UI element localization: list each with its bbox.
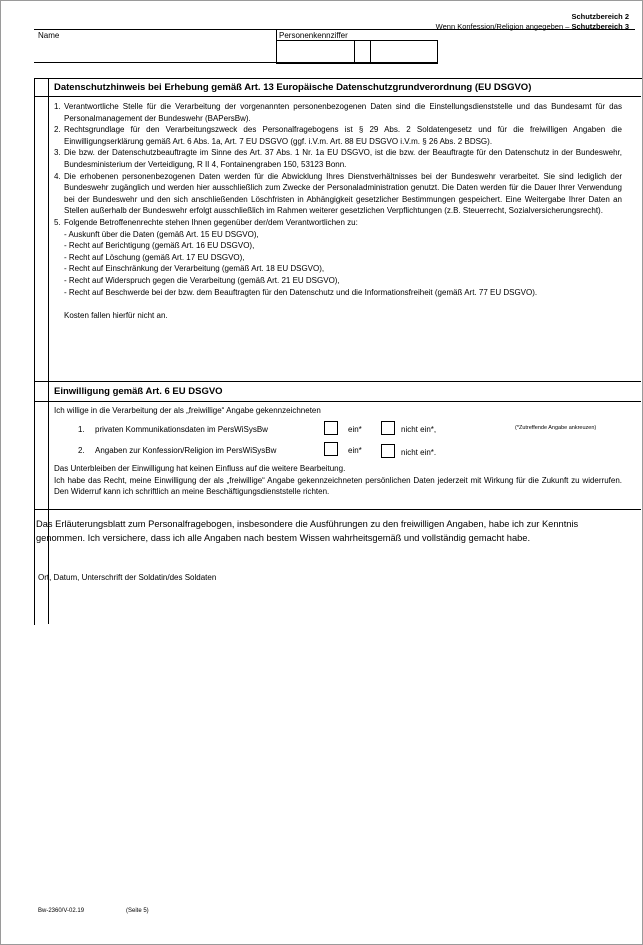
privacy-item: 3. Die bzw. der Datenschutzbeauftragte im Sinne des Art. 37 Abs. 1 Nr. 1a EU DSGVO, ist die bzw. der Beauftragte für den Datenschutz in der Bundeswehr, Bundesministerium der Verteidigung, R II 4, Fontainengraben 150, 53123 Bonn. [54, 148, 622, 169]
consent-1-yes-checkbox[interactable] [324, 421, 338, 435]
consent-intro: Ich willige in die Verarbeitung der als „freiwillige“ Angabe gekennzeichneten [54, 406, 321, 415]
pk-divider [354, 41, 355, 63]
consent-1-yes-label: ein* [348, 425, 362, 434]
pk-divider [370, 41, 371, 63]
consent-1-no-label: nicht ein*, [401, 425, 437, 434]
consent-item-1-label: privaten Kommunikationsdaten im PersWiSysBw [95, 425, 268, 434]
consent-title: Einwilligung gemäß Art. 6 EU DSGVO [54, 386, 223, 397]
privacy-item: 4. Die erhobenen personenbezogenen Daten werden für die Abwicklung Ihres Dienstverhältnisses bei der Bundeswehr verarbeitet. Sie sind lediglich der Bundeswehr zugänglich und werden hier ausschließlich zum Zwecke der Personaladministration genutzt. Die Daten werden für die Dauer Ihrer Verwendung bei der Bundeswehr und den sich anschließenden Löschfristen in Abhängigkeit gesetzlicher Bestimmungen gespeichert. Eine Weitergabe Ihrer Daten an Stellen außerhalb der Bundeswehr erfolgt ausschließlich im Rahmen weiterer gesetzlichen Verpflichtungen (z.B. Steuerrecht, Sozialversicherungsrecht). [54, 171, 622, 216]
form-id: Bw-2360/V-02.19 [38, 908, 85, 914]
consent-notes [54, 463, 622, 498]
consent-1-no-checkbox[interactable] [381, 421, 395, 435]
declaration-text: Das Erläuterungsblatt zum Personalfragebogen, insbesondere die Ausführungen zu den freiwilligen Angaben, habe ich zur Kenntnis genommen. Ich versichere, dass ich alle Angaben nach bestem Wissen wahrheitsgemäß und vollständig gemacht habe. [36, 519, 579, 543]
consent-2-yes-label: ein* [348, 446, 362, 455]
privacy-item: 5. Folgende Betroffenenrechte stehen Ihnen gegenüber der/dem Verantwortlichen zu: [54, 217, 358, 227]
name-label: Name [38, 31, 60, 40]
consent-2-no-label: nicht ein*. [401, 448, 437, 457]
header-rule [34, 29, 635, 30]
privacy-notice-list [54, 101, 622, 322]
consent-note-no-effect: Das Unterbleiben der Einwilligung hat keinen Einfluss auf die weitere Bearbeitung. [54, 464, 346, 473]
protection-level-3-condition: Wenn Konfession/Religion angegeben – [435, 22, 572, 31]
costs-note: Kosten fallen hierfür nicht an. [64, 311, 168, 321]
privacy-item: 2. Rechtsgrundlage für den Verarbeitungszweck des Personalfragebogens ist § 29 Abs. 2 Soldatengesetz und für die freiwilligen Angaben die Einwilligungserklärung gemäß Art. 6 Abs. 1a, Art. 7 EU DSGVO (ggf. i.V.m. Art. 88 EU DSGVO i.V.m. § 26 Abs. 2 BDSG). [54, 125, 622, 146]
privacy-title-rule [34, 96, 641, 97]
protection-level-3-note [436, 22, 629, 32]
declaration-rule [34, 509, 641, 510]
privacy-item: 1. Verantwortliche Stelle für die Verarbeitung der vorgenannten personenbezogenen Daten sind die Einstellungsdienststelle und das Bundesamt für das Personalmanagement der Bundeswehr (BAPersBw). [54, 102, 622, 123]
right-item: - Recht auf Löschung (gemäß Art. 17 EU DSGVO), [64, 252, 245, 262]
consent-item-1-num: 1. [78, 425, 85, 434]
personenkennziffer-field[interactable] [276, 40, 438, 64]
right-item: - Recht auf Widerspruch gegen die Verarbeitung (gemäß Art. 21 EU DSGVO), [64, 275, 340, 285]
consent-title-rule [34, 401, 641, 402]
right-item: - Recht auf Beschwerde bei der bzw. dem Beauftragten für den Datenschutz und die Informationsfreiheit (gemäß Art. 77 EU DSGVO). [64, 287, 538, 297]
checkbox-hint: (*Zutreffende Angabe ankreuzen) [515, 425, 597, 431]
right-item: - Recht auf Berichtigung (gemäß Art. 16 EU DSGVO), [64, 241, 255, 251]
protection-level-2: Schutzbereich 2 [571, 12, 629, 21]
protection-level-3: Schutzbereich 3 [571, 22, 629, 31]
consent-section-rule [34, 381, 641, 382]
consent-note-revocation: Ich habe das Recht, meine Einwilligung der als „freiwillige“ Angabe gekennzeichneten persönlichen Daten jederzeit mit Wirkung für die Zukunft zu widerrufen. Den Widerruf kann ich schriftlich an meine Beschäftigungsdienststelle richten. [54, 475, 622, 497]
privacy-notice-title: Datenschutzhinweis bei Erhebung gemäß Art. 13 Europäische Datenschutzgrundverordnung (EU DSGVO) [54, 82, 532, 93]
page-number: (Seite 5) [126, 908, 149, 914]
signature-label: Ort, Datum, Unterschrift der Soldatin/des Soldaten [38, 573, 217, 582]
consent-2-yes-checkbox[interactable] [324, 442, 338, 456]
personenkennziffer-label: Personenkennziffer [279, 31, 348, 40]
right-item: - Auskunft über die Daten (gemäß Art. 15 EU DSGVO), [64, 229, 259, 239]
right-item: - Recht auf Einschränkung der Verarbeitung (gemäß Art. 18 EU DSGVO), [64, 264, 325, 274]
consent-item-2-label: Angaben zur Konfession/Religion im PersWiSysBw [95, 446, 277, 455]
consent-2-no-checkbox[interactable] [381, 444, 395, 458]
consent-item-2-num: 2. [78, 446, 85, 455]
